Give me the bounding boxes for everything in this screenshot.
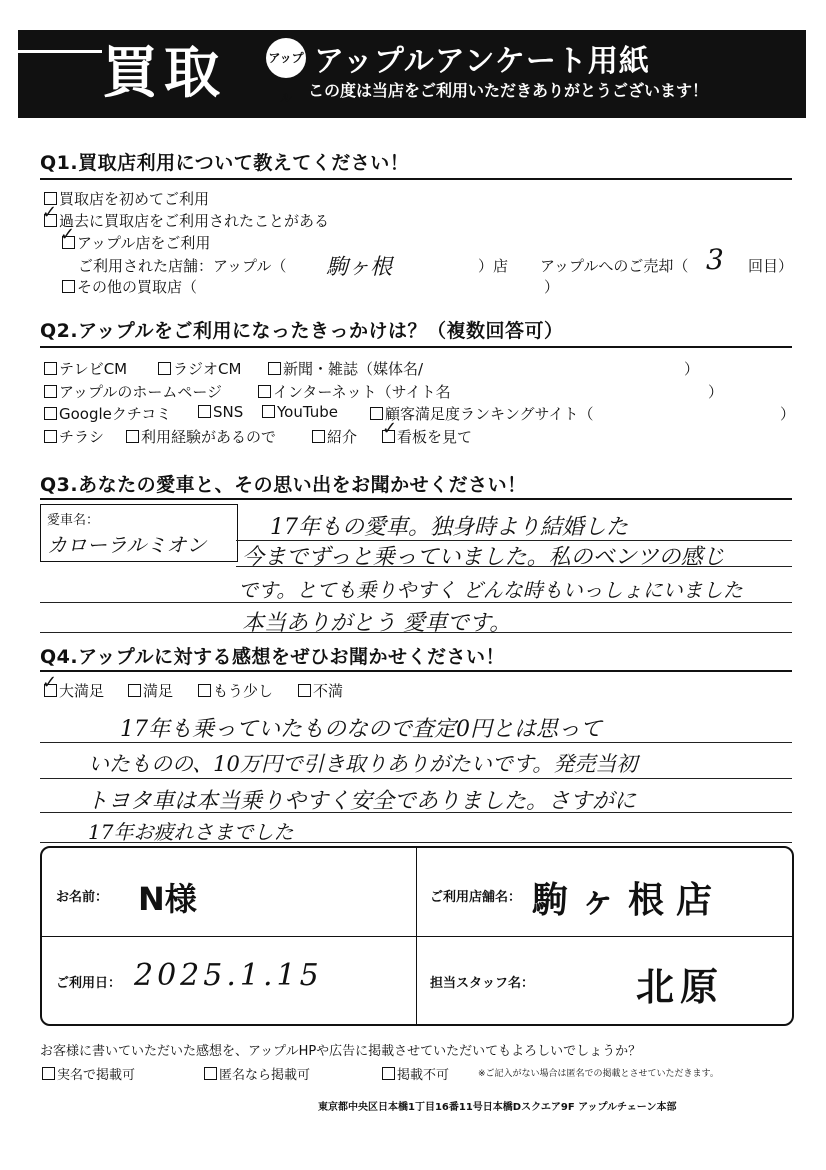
q2-row2-close: ） (708, 383, 724, 401)
q4-comment-line-1: 17年も乗っていたものなので査定0円とは思って (120, 717, 602, 742)
q4-comment-line-3: トヨタ車は本当乗りやすく安全でありました。さすがに (86, 789, 637, 814)
q4-rating-very-satisfied[interactable]: 大満足 (44, 680, 104, 701)
checkmark-icon: ✓ (42, 202, 58, 223)
customer-name-value: N様 (138, 880, 197, 918)
staff-name-label: 担当スタッフ名： (430, 976, 535, 991)
q2-option-newspaper[interactable]: 新聞・雑誌（媒体名/ (268, 358, 423, 379)
checkmark-icon: ✓ (382, 418, 398, 439)
survey-subtitle: この度は当店をご利用いただきありがとうございます！ (308, 81, 709, 100)
store-name-value: 駒ヶ根店 (532, 879, 725, 921)
survey-title: アップルアンケート用紙 (314, 44, 650, 79)
apple-logo: アップル (266, 38, 306, 78)
q1-option-past[interactable]: 過去に買取店をご利用されたことがある (44, 210, 329, 231)
q2-option-signboard[interactable]: 看板を見て (382, 426, 472, 447)
q2-option-homepage[interactable]: アップルのホームページ (44, 381, 222, 402)
q3-memory-line-3: です。とても乗りやすく どんな時もいっしょにいました (238, 578, 743, 602)
consent-real-name[interactable]: 実名で掲載可 (42, 1064, 135, 1083)
q1-count-label: アップルへのご売却（ (540, 257, 689, 275)
consent-note: ※ご記入がない場合は匿名での掲載とさせていただきます。 (478, 1069, 719, 1079)
q4-rating-somewhat[interactable]: もう少し (198, 680, 273, 701)
q2-option-radiocm[interactable]: ラジオCM (158, 358, 241, 379)
company-address: 東京都中央区日本橋1丁目16番11号日本橋Dスクエア9F アップルチェーン本部 (318, 1102, 677, 1113)
q4-rating-satisfied[interactable]: 満足 (128, 680, 173, 701)
q2-option-ranking[interactable]: 顧客満足度ランキングサイト（ (370, 403, 594, 424)
q1-count-value: 3 (706, 243, 724, 276)
q1-option-first[interactable]: 買取店を初めてご利用 (44, 188, 209, 209)
checkmark-icon: ✓ (60, 224, 76, 245)
q1-store-label: ご利用された店舗：アップル（ (78, 257, 287, 275)
visit-date-label: ご利用日： (56, 976, 122, 991)
customer-info-card (40, 846, 794, 1026)
q3-memory-line-1: 17年もの愛車。独身時より結婚した (270, 515, 628, 540)
consent-question: お客様に書いていただいた感想を、アップルHPや広告に掲載させていただいてもよろしいでしょうか？ (40, 1044, 642, 1059)
q4-line (40, 778, 792, 779)
consent-anonymous[interactable]: 匿名なら掲載可 (204, 1064, 310, 1083)
customer-name-label: お名前： (56, 890, 109, 905)
q1-count-suffix: 回目） (748, 257, 794, 275)
banner-line (18, 50, 102, 53)
car-name-box (40, 504, 238, 562)
q3-title: Q3.あなたの愛車と、その思い出をお聞かせください！ (40, 474, 527, 496)
consent-not-allowed[interactable]: 掲載不可 (382, 1064, 449, 1083)
q2-option-tvcm[interactable]: テレビCM (44, 358, 127, 379)
q1-store-suffix: ）店 (478, 257, 509, 275)
header-banner (18, 30, 806, 118)
card-divider (42, 936, 792, 937)
q2-title: Q2.アップルをご利用になったきっかけは？（複数回答可） (40, 320, 564, 342)
q2-option-internet[interactable]: インターネット（サイト名 (258, 381, 451, 402)
q1-other-close: ） (544, 278, 560, 296)
kaitori-title: 買取 (102, 41, 226, 106)
q2-option-youtube[interactable]: YouTube (262, 403, 338, 421)
q4-comment-line-4: 17年お疲れさまでした (88, 820, 294, 844)
q4-rule (40, 670, 792, 672)
q2-option-flyer[interactable]: チラシ (44, 426, 104, 447)
q1-option-apple[interactable]: アップル店をご利用 (62, 232, 210, 253)
q2-option-referral[interactable]: 紹介 (312, 426, 357, 447)
q1-store-value: 駒ヶ根 (326, 255, 393, 280)
q3-memory-line-4: 本当ありがとう 愛車です。 (242, 611, 512, 636)
staff-name-value: 北原 (636, 965, 725, 1009)
car-name-value: カローラルミオン (47, 533, 207, 557)
q1-option-other[interactable]: その他の買取店（ (62, 276, 197, 297)
q2-row3-close: ） (780, 405, 796, 423)
q4-rating-dissatisfied[interactable]: 不満 (298, 680, 343, 701)
car-name-label: 愛車名： (47, 513, 100, 528)
q2-rule (40, 346, 792, 348)
q1-rule (40, 178, 792, 180)
store-name-label: ご利用店舗名： (430, 890, 522, 905)
q2-row1-close: ） (684, 360, 700, 378)
q2-option-sns[interactable]: SNS (198, 403, 243, 421)
q3-rule (40, 498, 792, 500)
q2-option-google[interactable]: Googleクチコミ (44, 403, 171, 424)
q3-memory-line-2: 今までずっと乗っていました。私のベンツの感じ (242, 545, 725, 570)
visit-date-value: 2025.1.15 (134, 958, 323, 993)
q2-option-experience[interactable]: 利用経験があるので (126, 426, 276, 447)
q4-comment-line-2: いたものの、10万円で引き取りありがたいです。発売当初 (88, 752, 638, 776)
q1-title: Q1.買取店利用について教えてください！ (40, 152, 410, 174)
q4-title: Q4.アップルに対する感想をぜひお聞かせください！ (40, 646, 506, 668)
checkmark-icon: ✓ (42, 672, 58, 693)
